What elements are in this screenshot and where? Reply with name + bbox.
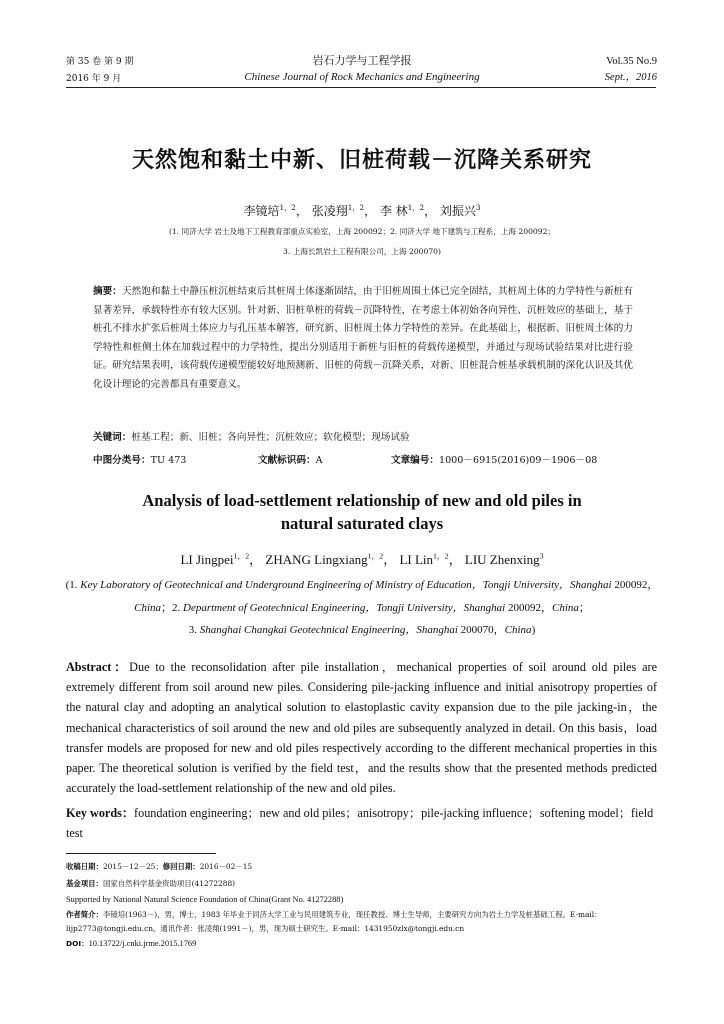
author-en-4: LIU Zhenxing xyxy=(464,552,540,567)
footnote-fund-en: Supported by National Natural Science Foundation of China(Grant No. 41272288) xyxy=(66,895,344,904)
title-cn: 天然饱和黏土中新、旧桩荷载－沉降关系研究 xyxy=(131,148,592,173)
keywords-cn-text: 桩基工程；新、旧桩；各向异性；沉桩效应；软化模型；现场试验 xyxy=(131,432,410,443)
footnote-rule xyxy=(66,853,216,854)
author-cn-3: 李 林 xyxy=(379,204,408,218)
keywords-en-text: foundation engineering；new and old piles；anisotropy；pile-jacking influence；softening model；field test xyxy=(66,806,654,841)
footnote-fund: 基金项目：国家自然科学基金资助项目(41272288) xyxy=(66,879,236,888)
author-en-1: LI Jingpei xyxy=(180,552,234,567)
affiliation-cn-line2: 3. 上海长凯岩土工程有限公司，上海 200070) xyxy=(283,247,441,256)
abstract-cn-text: 天然饱和黏土中静压桩沉桩结束后其桩周土体逐渐固结，由于旧桩周围土体已完全固结，其桩周土体的力学特性与新桩有显著差异，承载特性亦有较大区别。针对新、旧桩单桩的荷载－沉降特性，在考虑土体初始各向异性、沉桩效应的基础上，基于桩孔不排水扩张后桩周土体应力与孔压基本解答，研究新、旧桩周土体力学特性的差异。在此基础上，根据新、旧桩周土体的力学特性和桩侧土体在加载过程中的力学特性，提出分别适用于新桩与旧桩的荷载传递模型，并通过与现场试验结果对比进行验证。研究结果表明，该荷载传递模型能较好地预测新、旧桩的荷载－沉降关系，对新、旧桩混合桩基承载机制的深化认识及其优化设计理论的完善都具有重要意义。 xyxy=(93,286,634,390)
document-code: 文献标识码：A xyxy=(258,455,323,466)
abstract-cn xyxy=(93,283,633,395)
affiliation-en-line3: 3. Shanghai Changkai Geotechnical Engineering，Shanghai 200070，China) xyxy=(188,624,536,636)
author-cn-1: 李镜培 xyxy=(243,204,280,218)
header-volume-en: Vol.35 No.9 xyxy=(606,56,657,67)
author-cn-2: 张凌翔 xyxy=(311,204,348,218)
keywords-en xyxy=(66,803,657,843)
keywords-cn-label: 关键词： xyxy=(93,432,132,443)
affiliation-en-line1: (1. Key Laboratory of Geotechnical and Underground Engineering of Ministry of Education，Tongji University，Shanghai 200092， xyxy=(65,579,659,591)
author-cn-4: 刘振兴 xyxy=(439,204,476,218)
affiliation-en-line2: China；2. Department of Geotechnical Engineering，Tongji University，Shanghai 200092，China； xyxy=(134,602,590,614)
abstract-en xyxy=(66,657,657,798)
title-en xyxy=(0,489,724,535)
footnote-doi: DOI：10.13722/j.cnki.jrme.2015.1769 xyxy=(66,939,197,948)
author-en-2: ZHANG Lingxiang xyxy=(265,552,368,567)
header-volume-cn: 第 35 卷 第 9 期 xyxy=(66,57,134,67)
title-en-line2: natural saturated clays xyxy=(280,514,444,533)
header-date-cn: 2016 年 9 月 xyxy=(66,74,122,84)
header-journal-en: Chinese Journal of Rock Mechanics and Engineering xyxy=(244,71,480,83)
abstract-en-text: Due to the reconsolidation after pile installation，mechanical properties of soil around old piles are extremely different from soil around new piles. Considering pile-jacking influence and initial anisotropy properties of the natural clay and adopting an analytical solution to elastoplastic cavity expansion due to the pile jacking-in，the mechanical characteristics of soil around the new and old piles are subsequently analyzed in detail. On this basis，load transfer models are proposed for new and old piles respectively according to the different mechanical properties in this paper. The theoretical solution is verified by the field test，and the results show that the presented methods predicted accurately the load-settlement relationship of the new and old piles. xyxy=(66,660,658,796)
abstract-en-label: Abstract： xyxy=(66,660,130,674)
header-date-en: Sept.，2016 xyxy=(604,72,657,83)
abstract-cn-label: 摘要： xyxy=(93,286,122,297)
affiliation-cn-line1: (1. 同济大学 岩土及地下工程教育部重点实验室，上海 200092；2. 同济大学 地下建筑与工程系，上海 200092； xyxy=(168,227,556,236)
title-en-line1: Analysis of load-settlement relationship of new and old piles in xyxy=(142,491,582,510)
keywords-en-label: Key words： xyxy=(66,806,135,820)
author-en-3: LI Lin xyxy=(399,552,434,567)
authors-cn: 李镜培$^{1,2}$， 张凌翔$^{1,2}$， 李 林$^{1,2}$， 刘振兴$^3$ xyxy=(243,203,481,218)
article-number: 文章编号：1000－6915(2016)09－1906－08 xyxy=(391,455,598,466)
header-rule xyxy=(66,87,656,88)
header-journal-cn: 岩石力学与工程学报 xyxy=(312,54,412,67)
footnote-author-bio: 作者简介：李镜培(1963－)，男，博士，1983 年毕业于同济大学工业与民用建筑专业，现任教授、博士生导师，主要研究方向为岩土力学及桩基础工程。E-mail：lijp2773@tongji.edu.cn。通讯作者：张凌翔(1991－)，男，现为硕士研究生。E-mail：1431950zlx@tongji.edu.cn xyxy=(66,910,602,933)
footnote-dates: 收稿日期：2015－12－25；修回日期：2016－02－15 xyxy=(66,862,253,871)
authors-en: LI Jingpei$^{1,2}$， ZHANG Lingxiang$^{1,2}$， LI Lin$^{1,2}$， LIU Zhenxing$^3$ xyxy=(180,551,544,567)
keywords-cn xyxy=(93,429,633,448)
clc-number: 中图分类号：TU 473 xyxy=(93,455,187,466)
